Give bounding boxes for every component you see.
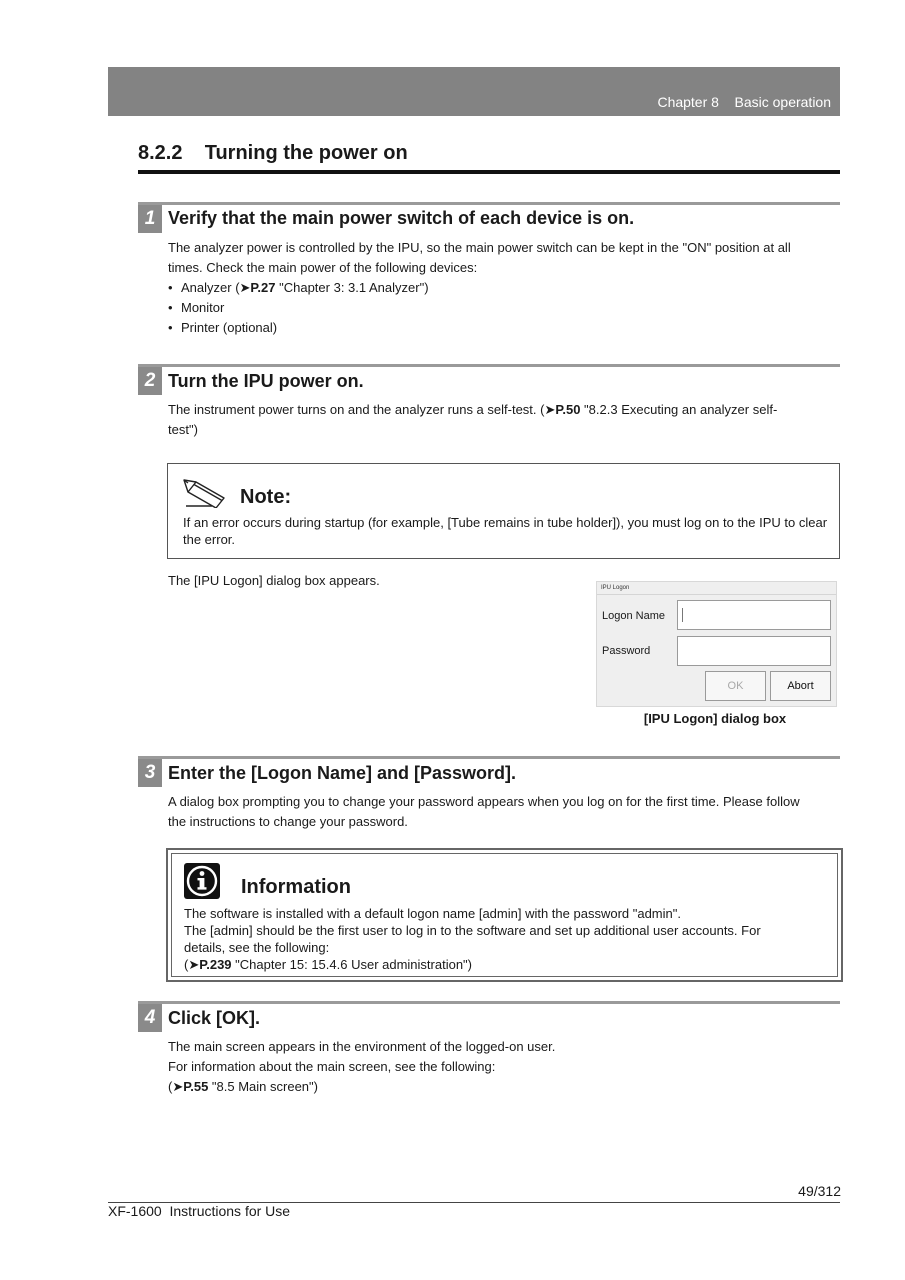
info-icon (184, 863, 220, 899)
ipu-logon-dialog (596, 581, 837, 707)
step-3-text-line-2: the instructions to change your password. (168, 814, 408, 829)
dialog-caption: [IPU Logon] dialog box (643, 711, 787, 726)
step-4-ref-open: ( (168, 1079, 173, 1094)
note-text: If an error occurs during startup (for example, [Tube remains in tube holder]), you must log on to the IPU to clear the error. (183, 515, 828, 547)
information-text (184, 905, 834, 973)
step-2-text-line-2: test") (168, 422, 198, 437)
page-ref-p27[interactable]: ➤P.27 (239, 280, 276, 295)
step-3-title: Enter the [Logon Name] and [Password]. (168, 763, 517, 783)
step-2-body (168, 400, 838, 440)
step-4-text-line-2: For information about the main screen, see the following: (168, 1059, 496, 1074)
information-ref-open: ( (184, 957, 189, 972)
information-label: Information (241, 876, 351, 898)
step-2-text-line-1 (168, 400, 838, 420)
step-3-number: 3 (138, 759, 162, 787)
step-4-ref-suffix: "8.5 Main screen") (208, 1079, 318, 1094)
note-label: Note: (240, 486, 292, 508)
information-line-2: The [admin] should be the first user to log in to the software and set up additional user accounts. For (184, 923, 761, 938)
step-1-number: 1 (138, 205, 162, 233)
dialog-title: IPU Logon (601, 585, 630, 591)
step-2-line1-suffix: "8.2.3 Executing an analyzer self- (580, 402, 778, 417)
bullet-printer: • Printer (optional) (168, 318, 838, 338)
step-2-line1-prefix: The instrument power turns on and the analyzer runs a self-test. ( (168, 402, 545, 417)
step-2-number: 2 (138, 367, 162, 395)
bullet-analyzer-prefix: Analyzer ( (181, 280, 240, 295)
section-title-rule (138, 170, 840, 174)
logon-name-label: Logon Name (602, 610, 665, 622)
bullet-monitor: • Monitor (168, 298, 838, 318)
information-box (166, 848, 843, 982)
chapter-header-band (108, 67, 840, 116)
step-4-body (168, 1037, 838, 1097)
chapter-header-text: Chapter 8 Basic operation (657, 94, 831, 110)
step-4-title: Click [OK]. (168, 1008, 261, 1028)
step-3-body (168, 792, 838, 832)
information-inner-frame (171, 853, 838, 977)
information-line-3: details, see the following: (184, 940, 330, 955)
step-2-rule (138, 364, 840, 367)
step-4-text-line-1: The main screen appears in the environment of the logged-on user. (168, 1039, 556, 1054)
page-number: 49/312 (798, 1183, 841, 1199)
section-title-text: Turning the power on (204, 142, 408, 164)
section-number: 8.2.2 (138, 142, 183, 164)
step-1-body (168, 238, 838, 338)
logon-name-input[interactable] (677, 600, 831, 630)
section-title (138, 142, 408, 165)
step-2-title: Turn the IPU power on. (168, 371, 364, 391)
step-3-rule (138, 756, 840, 759)
step-4-number: 4 (138, 1004, 162, 1032)
step-4-ref-line (168, 1077, 838, 1097)
step-1-text-line-1: The analyzer power is controlled by the IPU, so the main power switch can be kept in the "ON" position at all (168, 240, 791, 255)
password-input[interactable] (677, 636, 831, 666)
document-title: XF-1600 Instructions for Use (108, 1203, 291, 1219)
information-ref-line (184, 956, 834, 973)
note-box (167, 463, 840, 559)
page-ref-p50[interactable]: ➤P.50 (544, 402, 581, 417)
ipu-logon-appears-text: The [IPU Logon] dialog box appears. (168, 573, 380, 588)
step-1-title: Verify that the main power switch of each device is on. (168, 208, 635, 228)
abort-button[interactable]: Abort (770, 671, 831, 701)
password-label: Password (602, 645, 651, 657)
bullet-analyzer-suffix: "Chapter 3: 3.1 Analyzer") (275, 280, 429, 295)
bullet-analyzer (168, 278, 838, 298)
step-4-rule (138, 1001, 840, 1004)
page-ref-p55[interactable]: ➤P.55 (172, 1079, 209, 1094)
step-3-text-line-1: A dialog box prompting you to change your password appears when you log on for the first time. Please follow (168, 794, 800, 809)
step-1-text-line-2: times. Check the main power of the following devices: (168, 260, 478, 275)
pencil-icon (182, 472, 230, 508)
ok-button[interactable]: OK (705, 671, 766, 701)
dialog-title-divider (597, 594, 836, 595)
information-ref-suffix: "Chapter 15: 15.4.6 User administration") (231, 957, 473, 972)
page-ref-p239[interactable]: ➤P.239 (188, 957, 232, 972)
information-line-1: The software is installed with a default logon name [admin] with the password "admin". (184, 906, 681, 921)
step-1-rule (138, 202, 840, 205)
text-caret (682, 608, 683, 622)
